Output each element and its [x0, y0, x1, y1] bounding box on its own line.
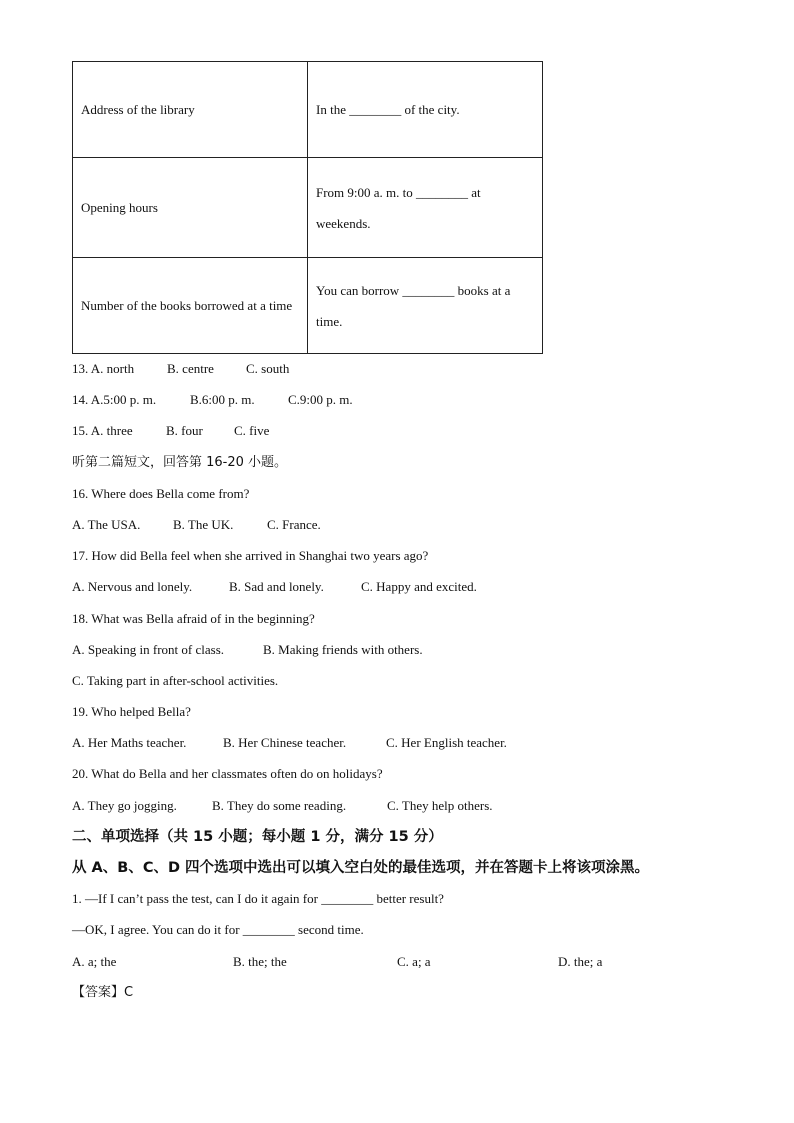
option-d: D. the; a — [558, 953, 603, 969]
option-c: C. Happy and excited. — [361, 579, 477, 595]
option-a: 15. A. three — [72, 423, 133, 439]
table-cell-value: From 9:00 a. m. to ________ at weekends. — [308, 158, 543, 258]
table-cell-value: You can borrow ________ books at a time. — [308, 258, 543, 354]
question-16-options — [72, 514, 752, 545]
option-b: B. The UK. — [173, 516, 234, 532]
option-a: A. The USA. — [72, 516, 141, 532]
option-a: A. a; the — [72, 953, 117, 969]
mc-question-1-line2: —OK, I agree. You can do it for ________ second time. — [72, 922, 364, 938]
option-a: 14. A.5:00 p. m. — [72, 392, 157, 408]
option-b: B. four — [166, 423, 203, 439]
option-b: B. They do some reading. — [212, 797, 347, 813]
answer-line — [72, 982, 752, 1013]
option-c: C.9:00 p. m. — [288, 392, 353, 408]
section-2-title: 二、单项选择（共 15 小题；每小题 1 分，满分 15 分） — [72, 828, 443, 845]
option-a: A. Her Maths teacher. — [72, 735, 187, 751]
option-b: B. centre — [167, 361, 214, 376]
table-row — [73, 62, 543, 158]
table-cell-value: In the ________ of the city. — [308, 62, 543, 158]
question-20-options — [72, 795, 752, 826]
option-a: A. They go jogging. — [72, 797, 177, 813]
question-17-options — [72, 576, 752, 607]
option-c: C. south — [246, 361, 290, 376]
option-b: B. Sad and lonely. — [229, 579, 324, 595]
question-list — [72, 358, 752, 1013]
question-18-text: 18. What was Bella afraid of in the beginning? — [72, 610, 315, 626]
option-a: A. Nervous and lonely. — [72, 579, 193, 595]
mc-question-1-line1: 1. —If I can’t pass the test, can I do it again for ________ better result? — [72, 891, 444, 907]
question-19-options — [72, 732, 752, 763]
question-15-options — [72, 420, 752, 451]
mc-question-1-options — [72, 951, 752, 982]
question-14-options — [72, 389, 752, 420]
answer-value: C — [124, 984, 134, 1000]
table-cell-label: Opening hours — [73, 158, 308, 258]
question-18-options — [72, 639, 752, 670]
question-13-options — [72, 358, 752, 389]
question-20-text: 20. What do Bella and her classmates often do on holidays? — [72, 766, 383, 782]
option-b: B. the; the — [233, 953, 287, 969]
option-c: C. Her English teacher. — [386, 735, 507, 751]
option-a: 13. A. north — [72, 361, 135, 376]
option-b: B. Her Chinese teacher. — [223, 735, 347, 751]
table-cell-label: Address of the library — [73, 62, 308, 158]
table-row — [73, 158, 543, 258]
option-a: A. Speaking in front of class. — [72, 641, 225, 657]
question-19-text: 19. Who helped Bella? — [72, 704, 191, 720]
option-c: C. France. — [267, 516, 321, 532]
answer-label: 【答案】 — [72, 984, 125, 1000]
option-b: B. Making friends with others. — [263, 641, 423, 657]
option-c: C. They help others. — [387, 797, 493, 813]
listening-part2-instruction: 听第二篇短文，回答第 16-20 小题。 — [72, 454, 288, 470]
question-18-option-c: C. Taking part in after-school activities. — [72, 672, 279, 688]
library-info-table — [72, 61, 543, 354]
question-17-text: 17. How did Bella feel when she arrived in Shanghai two years ago? — [72, 548, 429, 564]
section-2-instruction: 从 A、B、C、D 四个选项中选出可以填入空白处的最佳选项，并在答题卡上将该项涂黑。 — [72, 860, 650, 876]
table-cell-label: Number of the books borrowed at a time — [73, 258, 308, 354]
table-row — [73, 258, 543, 354]
option-c: C. a; a — [397, 953, 431, 969]
option-b: B.6:00 p. m. — [190, 392, 255, 408]
question-16-text: 16. Where does Bella come from? — [72, 485, 250, 501]
option-c: C. five — [234, 423, 270, 439]
